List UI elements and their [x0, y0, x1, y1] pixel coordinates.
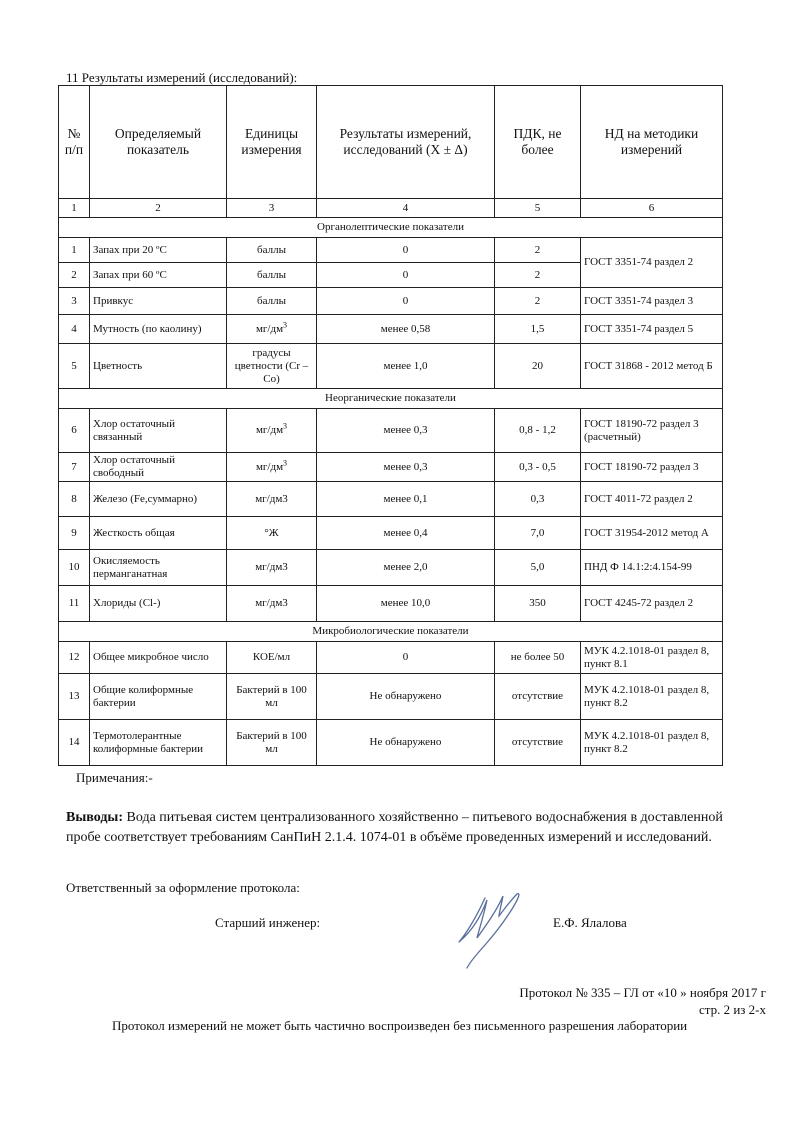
notes: Примечания:-: [76, 770, 153, 785]
header-number: № п/п: [59, 86, 90, 199]
table-row: [59, 482, 723, 517]
row-limit: 7,0: [495, 517, 581, 550]
row-indicator: Хлор остаточный связанный: [90, 409, 227, 453]
conclusion: [66, 808, 736, 848]
row-unit-text: мг/дм: [255, 460, 284, 473]
row-indicator: Окисляемость перманганатная: [90, 550, 227, 586]
row-indicator: Хлор остаточный свободный: [90, 453, 227, 482]
row-limit: отсутствие: [495, 674, 581, 720]
row-limit: 0,8 - 1,2: [495, 409, 581, 453]
row-unit: [227, 315, 317, 344]
row-method: ГОСТ 18190-72 раздел 3: [581, 453, 723, 482]
results-table: [58, 85, 723, 766]
row-unit: мг/дм3: [227, 550, 317, 586]
row-method: ГОСТ 3351-74 раздел 5: [581, 315, 723, 344]
row-result: менее 2,0: [317, 550, 495, 586]
row-limit: отсутствие: [495, 720, 581, 766]
row-unit: [227, 409, 317, 453]
row-unit-text: мг/дм: [255, 322, 284, 335]
group-title-inorganic: Неорганические показатели: [59, 389, 723, 409]
header-results: Результаты измерений, исследований (X ± Δ): [317, 86, 495, 199]
table-row: [59, 674, 723, 720]
unit-superscript: 3: [283, 319, 288, 329]
row-indicator: Привкус: [90, 288, 227, 315]
row-limit: 2: [495, 263, 581, 288]
row-method: ГОСТ 4011-72 раздел 2: [581, 482, 723, 517]
handwritten-signature: [455, 890, 530, 970]
table-row: [59, 586, 723, 622]
row-number: 7: [59, 453, 90, 482]
row-unit-text: мг/дм: [255, 424, 284, 436]
table-row: [59, 315, 723, 344]
column-number: 1: [59, 199, 90, 218]
conclusion-label: Выводы:: [66, 810, 124, 825]
row-unit: баллы: [227, 263, 317, 288]
table-row: [59, 238, 723, 263]
row-result: менее 0,3: [317, 453, 495, 482]
header-row: [59, 86, 723, 199]
column-number: 5: [495, 199, 581, 218]
page-number: стр. 2 из 2-х: [698, 1002, 766, 1017]
row-method: МУК 4.2.1018-01 раздел 8, пункт 8.2: [581, 720, 723, 766]
row-unit: °Ж: [227, 517, 317, 550]
responsible-line: Ответственный за оформление протокола:: [66, 880, 300, 895]
column-number: 2: [90, 199, 227, 218]
row-indicator: Цветность: [90, 344, 227, 389]
row-number: 4: [59, 315, 90, 344]
row-limit: 0,3: [495, 482, 581, 517]
row-number: 12: [59, 642, 90, 674]
row-number: 1: [59, 238, 90, 263]
row-number: 10: [59, 550, 90, 586]
group-row: [59, 218, 723, 238]
row-limit: 20: [495, 344, 581, 389]
header-limit: ПДК, не более: [495, 86, 581, 199]
header-indicator: Определяемый показатель: [90, 86, 227, 199]
table-row: [59, 720, 723, 766]
row-method: ГОСТ 3351-74 раздел 2: [581, 238, 723, 288]
row-result: менее 0,3: [317, 409, 495, 453]
row-number: 11: [59, 586, 90, 622]
column-number-row: [59, 199, 723, 218]
row-unit: Бактерий в 100 мл: [227, 720, 317, 766]
row-unit: мг/дм3: [227, 482, 317, 517]
row-unit: [227, 453, 317, 482]
row-result: менее 0,4: [317, 517, 495, 550]
row-indicator: Запах при 60 ºС: [90, 263, 227, 288]
header-method: НД на методики измерений: [581, 86, 723, 199]
row-result: 0: [317, 263, 495, 288]
conclusion-text: Вода питьевая систем централизованного хозяйственно – питьевого водоснабжения в доставленной пробе соответствует требованиям СанПиН 2.1.4. 1074-01 в объёме проведенных измерений и исследований.: [66, 810, 723, 845]
row-number: 5: [59, 344, 90, 389]
protocol-reference: Протокол № 335 – ГЛ от «10 » ноября 2017 г: [519, 985, 766, 1000]
group-row: [59, 389, 723, 409]
table-row: [59, 409, 723, 453]
row-method: ГОСТ 3351-74 раздел 3: [581, 288, 723, 315]
row-number: 6: [59, 409, 90, 453]
signer-name: Е.Ф. Ялалова: [553, 915, 627, 930]
row-limit: не более 50: [495, 642, 581, 674]
signer-position: Старший инженер:: [215, 915, 321, 930]
row-number: 13: [59, 674, 90, 720]
row-result: 0: [317, 288, 495, 315]
column-number: 6: [581, 199, 723, 218]
row-limit: 2: [495, 288, 581, 315]
row-method: ГОСТ 4245-72 раздел 2: [581, 586, 723, 622]
row-indicator: Запах при 20 ºС: [90, 238, 227, 263]
table-row: [59, 344, 723, 389]
row-indicator: Жесткость общая: [90, 517, 227, 550]
row-indicator: Железо (Fe,суммарно): [90, 482, 227, 517]
row-number: 3: [59, 288, 90, 315]
row-indicator: Общее микробное число: [90, 642, 227, 674]
group-title-organoleptic: Органолептические показатели: [59, 218, 723, 238]
unit-superscript: 3: [283, 421, 288, 431]
table-row: [59, 288, 723, 315]
row-method: ГОСТ 31868 - 2012 метод Б: [581, 344, 723, 389]
column-number: 4: [317, 199, 495, 218]
table-row: [59, 642, 723, 674]
row-limit: 0,3 - 0,5: [495, 453, 581, 482]
row-indicator: Термотолерантные колиформные бактерии: [90, 720, 227, 766]
row-result: менее 10,0: [317, 586, 495, 622]
table-row: [59, 517, 723, 550]
row-limit: 1,5: [495, 315, 581, 344]
disclaimer: Протокол измерений не может быть частично воспроизведен без письменного разрешения лаборатории: [112, 1018, 688, 1033]
row-limit: 2: [495, 238, 581, 263]
row-number: 2: [59, 263, 90, 288]
unit-superscript: 3: [283, 457, 288, 467]
row-method: ГОСТ 18190-72 раздел 3 (расчетный): [581, 409, 723, 453]
table-row: [59, 453, 723, 482]
row-unit: Бактерий в 100 мл: [227, 674, 317, 720]
group-title-microbiological: Микробиологические показатели: [59, 622, 723, 642]
row-method: ПНД Ф 14.1:2:4.154-99: [581, 550, 723, 586]
row-result: менее 0,58: [317, 315, 495, 344]
header-units: Единицы измерения: [227, 86, 317, 199]
row-indicator: Общие колиформные бактерии: [90, 674, 227, 720]
row-number: 14: [59, 720, 90, 766]
group-row: [59, 622, 723, 642]
row-unit: мг/дм3: [227, 586, 317, 622]
table-row: [59, 550, 723, 586]
row-unit: баллы: [227, 238, 317, 263]
row-result: Не обнаружено: [317, 720, 495, 766]
row-indicator: Мутность (по каолину): [90, 315, 227, 344]
row-result: менее 1,0: [317, 344, 495, 389]
row-result: Не обнаружено: [317, 674, 495, 720]
section-title: 11 Результаты измерений (исследований):: [66, 70, 298, 85]
row-number: 9: [59, 517, 90, 550]
row-method: МУК 4.2.1018-01 раздел 8, пункт 8.2: [581, 674, 723, 720]
row-result: 0: [317, 642, 495, 674]
column-number: 3: [227, 199, 317, 218]
row-limit: 5,0: [495, 550, 581, 586]
row-indicator: Хлориды (Cl-): [90, 586, 227, 622]
row-limit: 350: [495, 586, 581, 622]
row-unit: баллы: [227, 288, 317, 315]
row-method: МУК 4.2.1018-01 раздел 8, пункт 8.1: [581, 642, 723, 674]
row-result: 0: [317, 238, 495, 263]
row-unit: градусы цветности (Cr – Co): [227, 344, 317, 389]
row-method: ГОСТ 31954-2012 метод А: [581, 517, 723, 550]
row-number: 8: [59, 482, 90, 517]
row-result: менее 0,1: [317, 482, 495, 517]
row-unit: КОЕ/мл: [227, 642, 317, 674]
